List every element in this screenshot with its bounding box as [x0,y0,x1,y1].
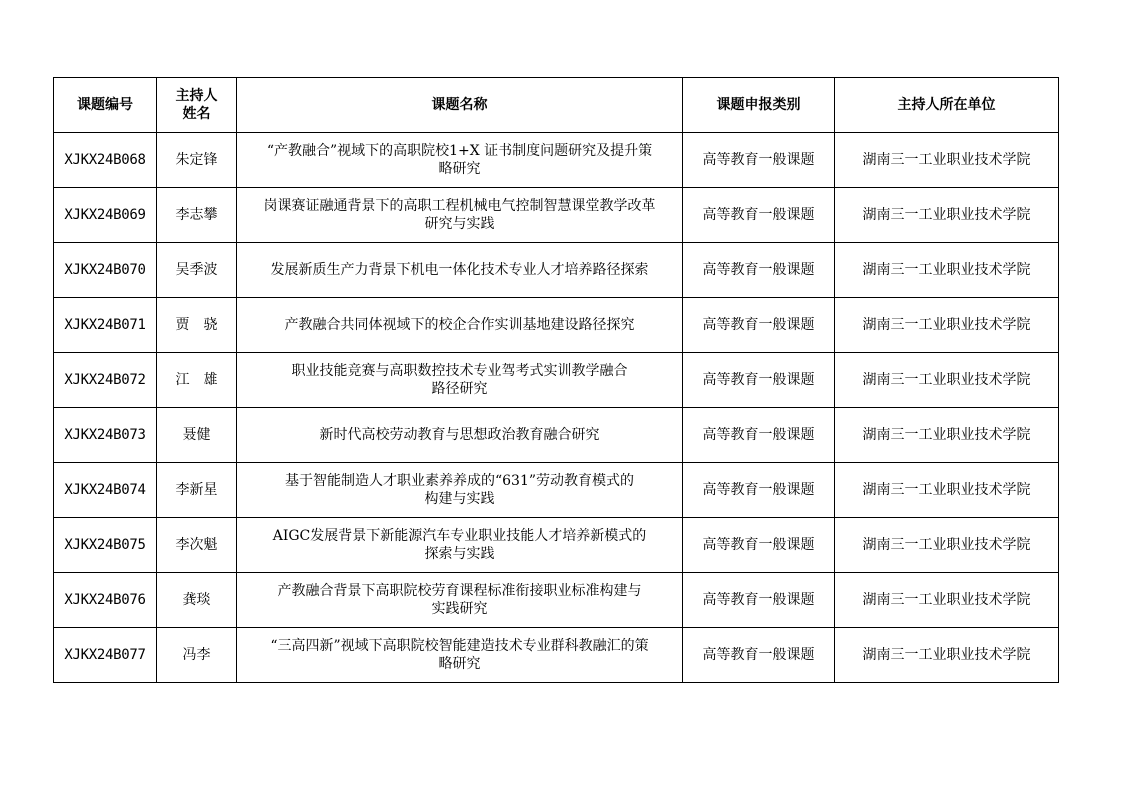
project-title-line1: 产教融合共同体视域下的校企合作实训基地建设路径探究 [284,317,635,333]
project-title-cell [237,518,683,573]
header-code: 课题编号 [54,78,157,133]
host-name-cell: 李次魁 [157,518,237,573]
header-host-line2: 姓名 [182,106,211,122]
table-row [54,298,1059,353]
project-code-cell: XJKX24B074 [54,463,157,518]
project-title-line2: 略研究 [438,656,481,672]
host-name-cell: 龚琰 [157,573,237,628]
project-title-line1: AIGC发展背景下新能源汽车专业职业技能人才培养新模式的 [272,528,647,544]
project-code-cell: XJKX24B071 [54,298,157,353]
project-title-line2: 路径研究 [431,381,488,397]
project-title-line1: 新时代高校劳动教育与思想政治教育融合研究 [319,427,600,443]
host-name-cell: 江 雄 [157,353,237,408]
unit-cell: 湖南三一工业职业技术学院 [835,298,1059,353]
category-cell: 高等教育一般课题 [683,408,835,463]
project-code-cell: XJKX24B075 [54,518,157,573]
unit-cell: 湖南三一工业职业技术学院 [835,133,1059,188]
unit-cell: 湖南三一工业职业技术学院 [835,243,1059,298]
project-title-line1: “三高四新”视域下高职院校智能建造技术专业群科教融汇的策 [270,638,649,654]
unit-cell: 湖南三一工业职业技术学院 [835,628,1059,683]
project-title-line2: 研究与实践 [424,216,495,232]
project-title-line1: 岗课赛证融通背景下的高职工程机械电气控制智慧课堂教学改革 [263,198,656,214]
host-name-cell: 冯李 [157,628,237,683]
unit-cell: 湖南三一工业职业技术学院 [835,518,1059,573]
project-code-cell: XJKX24B076 [54,573,157,628]
category-cell: 高等教育一般课题 [683,188,835,243]
header-host [157,78,237,133]
host-name-cell: 李新星 [157,463,237,518]
project-code-cell: XJKX24B072 [54,353,157,408]
project-title-line1: 职业技能竞赛与高职数控技术专业驾考式实训教学融合 [291,363,628,379]
header-title: 课题名称 [237,78,683,133]
project-code-cell: XJKX24B070 [54,243,157,298]
unit-cell: 湖南三一工业职业技术学院 [835,353,1059,408]
project-code-cell: XJKX24B069 [54,188,157,243]
project-title-cell [237,463,683,518]
project-code-cell: XJKX24B073 [54,408,157,463]
table-row [54,243,1059,298]
table-row [54,628,1059,683]
project-title-line2: 探索与实践 [424,546,495,562]
project-code-cell: XJKX24B068 [54,133,157,188]
unit-cell: 湖南三一工业职业技术学院 [835,573,1059,628]
project-title-line2: 略研究 [438,161,481,177]
host-name-cell: 朱定锋 [157,133,237,188]
project-title-line1: 基于智能制造人才职业素养养成的“631”劳动教育模式的 [284,473,635,489]
unit-cell: 湖南三一工业职业技术学院 [835,408,1059,463]
host-name-cell: 贾 骁 [157,298,237,353]
project-title-line1: “产教融合”视域下的高职院校1+X 证书制度问题研究及提升策 [266,143,653,159]
table-header-row [54,78,1059,133]
host-name-cell: 李志攀 [157,188,237,243]
project-code-cell: XJKX24B077 [54,628,157,683]
category-cell: 高等教育一般课题 [683,573,835,628]
project-title-cell [237,188,683,243]
projects-table [53,77,1059,683]
project-title-line1: 产教融合背景下高职院校劳育课程标准衔接职业标准构建与 [277,583,642,599]
category-cell: 高等教育一般课题 [683,353,835,408]
header-category: 课题申报类别 [683,78,835,133]
project-title-line2: 构建与实践 [424,491,495,507]
project-title-line2: 实践研究 [431,601,488,617]
header-unit: 主持人所在单位 [835,78,1059,133]
unit-cell: 湖南三一工业职业技术学院 [835,463,1059,518]
host-name-cell: 吴季波 [157,243,237,298]
table-row [54,518,1059,573]
table-row [54,408,1059,463]
table-row [54,353,1059,408]
category-cell: 高等教育一般课题 [683,518,835,573]
header-host-line1: 主持人 [175,88,218,104]
project-title-cell [237,133,683,188]
project-title-cell [237,353,683,408]
project-title-cell [237,628,683,683]
category-cell: 高等教育一般课题 [683,463,835,518]
host-name-cell: 聂健 [157,408,237,463]
project-title-line1: 发展新质生产力背景下机电一体化技术专业人才培养路径探索 [270,262,649,278]
table-row [54,188,1059,243]
project-title-cell [237,298,683,353]
category-cell: 高等教育一般课题 [683,243,835,298]
table-row [54,573,1059,628]
category-cell: 高等教育一般课题 [683,298,835,353]
unit-cell: 湖南三一工业职业技术学院 [835,188,1059,243]
table-row [54,463,1059,518]
category-cell: 高等教育一般课题 [683,628,835,683]
category-cell: 高等教育一般课题 [683,133,835,188]
project-title-cell [237,408,683,463]
table-row [54,133,1059,188]
project-title-cell [237,243,683,298]
project-title-cell [237,573,683,628]
